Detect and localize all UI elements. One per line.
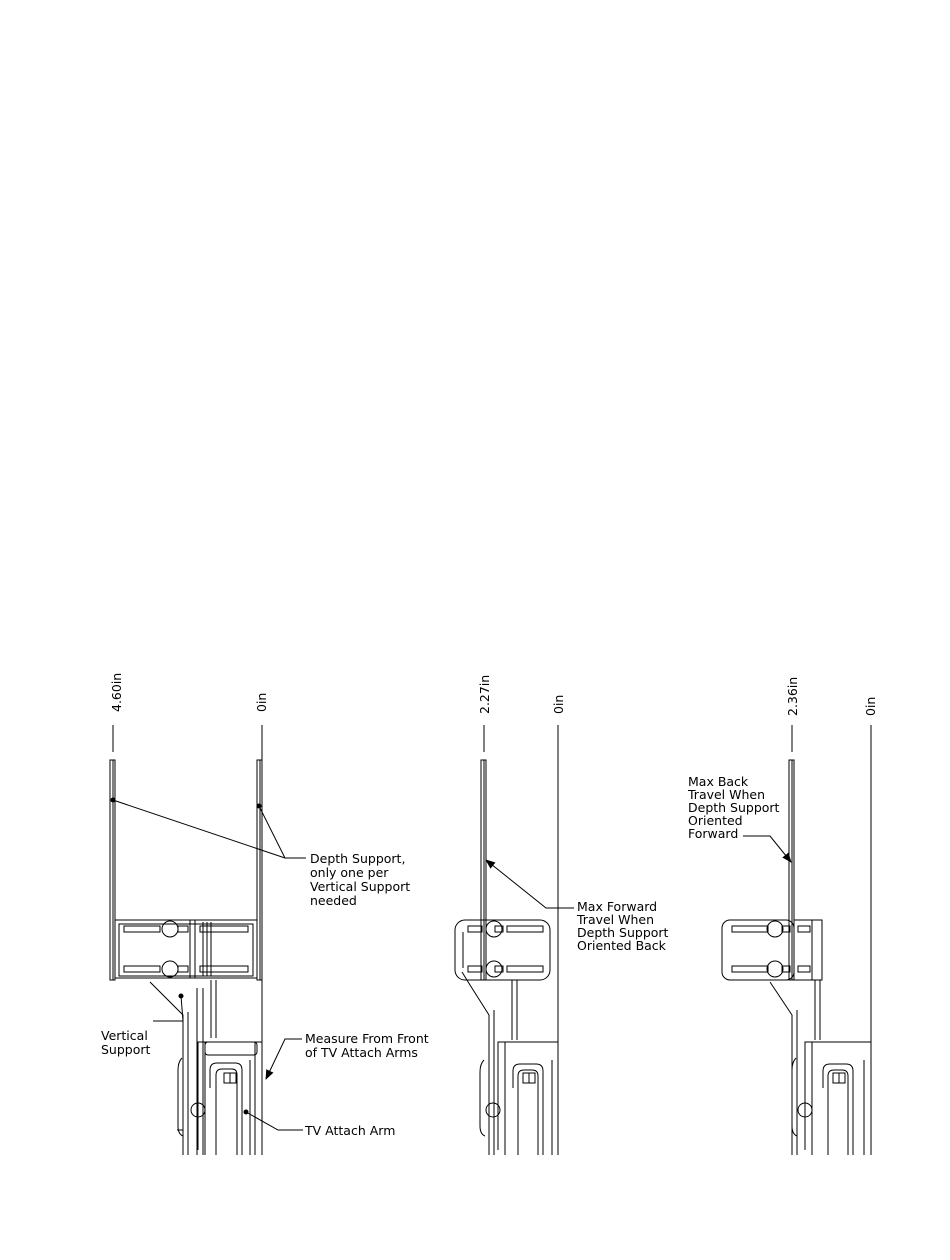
depth-support-callout: Depth Support, only one per Vertical Support needed xyxy=(310,851,411,908)
dimension-label-0in: 0in xyxy=(254,692,269,712)
view-1 xyxy=(101,673,433,1155)
adjustment-knob-upper xyxy=(486,921,502,937)
adjustment-knob-lower xyxy=(486,961,502,977)
max-forward-travel-callout: Max Forward Travel When Depth Support Oriented Back xyxy=(577,899,669,953)
measure-from-front-callout: Measure From Front of TV Attach Arms xyxy=(305,1031,429,1060)
view-2 xyxy=(455,675,672,1155)
tv-attach-arm-callout: TV Attach Arm xyxy=(305,1123,396,1138)
vertical-support-bracket xyxy=(455,920,550,980)
depth-support-leader xyxy=(113,800,306,858)
vertical-support-post xyxy=(150,980,216,1155)
measure-from-front-leader xyxy=(266,1039,302,1079)
view-3 xyxy=(687,677,878,1155)
max-back-travel-leader xyxy=(743,836,791,862)
dimension-label-2-36in: 2.36in xyxy=(785,676,800,716)
dimension-label-2-27in: 2.27in xyxy=(477,674,492,714)
dimension-label-4-60in: 4.60in xyxy=(109,672,124,712)
adjustment-knob-upper xyxy=(767,921,783,937)
adjustment-knob-lower xyxy=(767,961,783,977)
tv-attach-arm xyxy=(178,1042,262,1155)
dimension-label-0in: 0in xyxy=(863,696,878,716)
vertical-support-bracket xyxy=(722,920,822,980)
adjustment-knob-upper xyxy=(162,921,178,937)
vertical-support-callout: Vertical Support xyxy=(101,1028,151,1057)
tv-attach-arm xyxy=(792,1042,871,1155)
dimension-label-0in: 0in xyxy=(551,694,566,714)
vertical-support-bracket xyxy=(115,920,257,978)
vertical-support-post xyxy=(462,972,517,1155)
max-back-travel-callout: Max Back Travel When Depth Support Oriented Forward xyxy=(688,774,780,841)
max-forward-travel-leader xyxy=(486,860,574,908)
tv-attach-arm xyxy=(480,1042,558,1155)
adjustment-knob-lower xyxy=(162,961,178,977)
